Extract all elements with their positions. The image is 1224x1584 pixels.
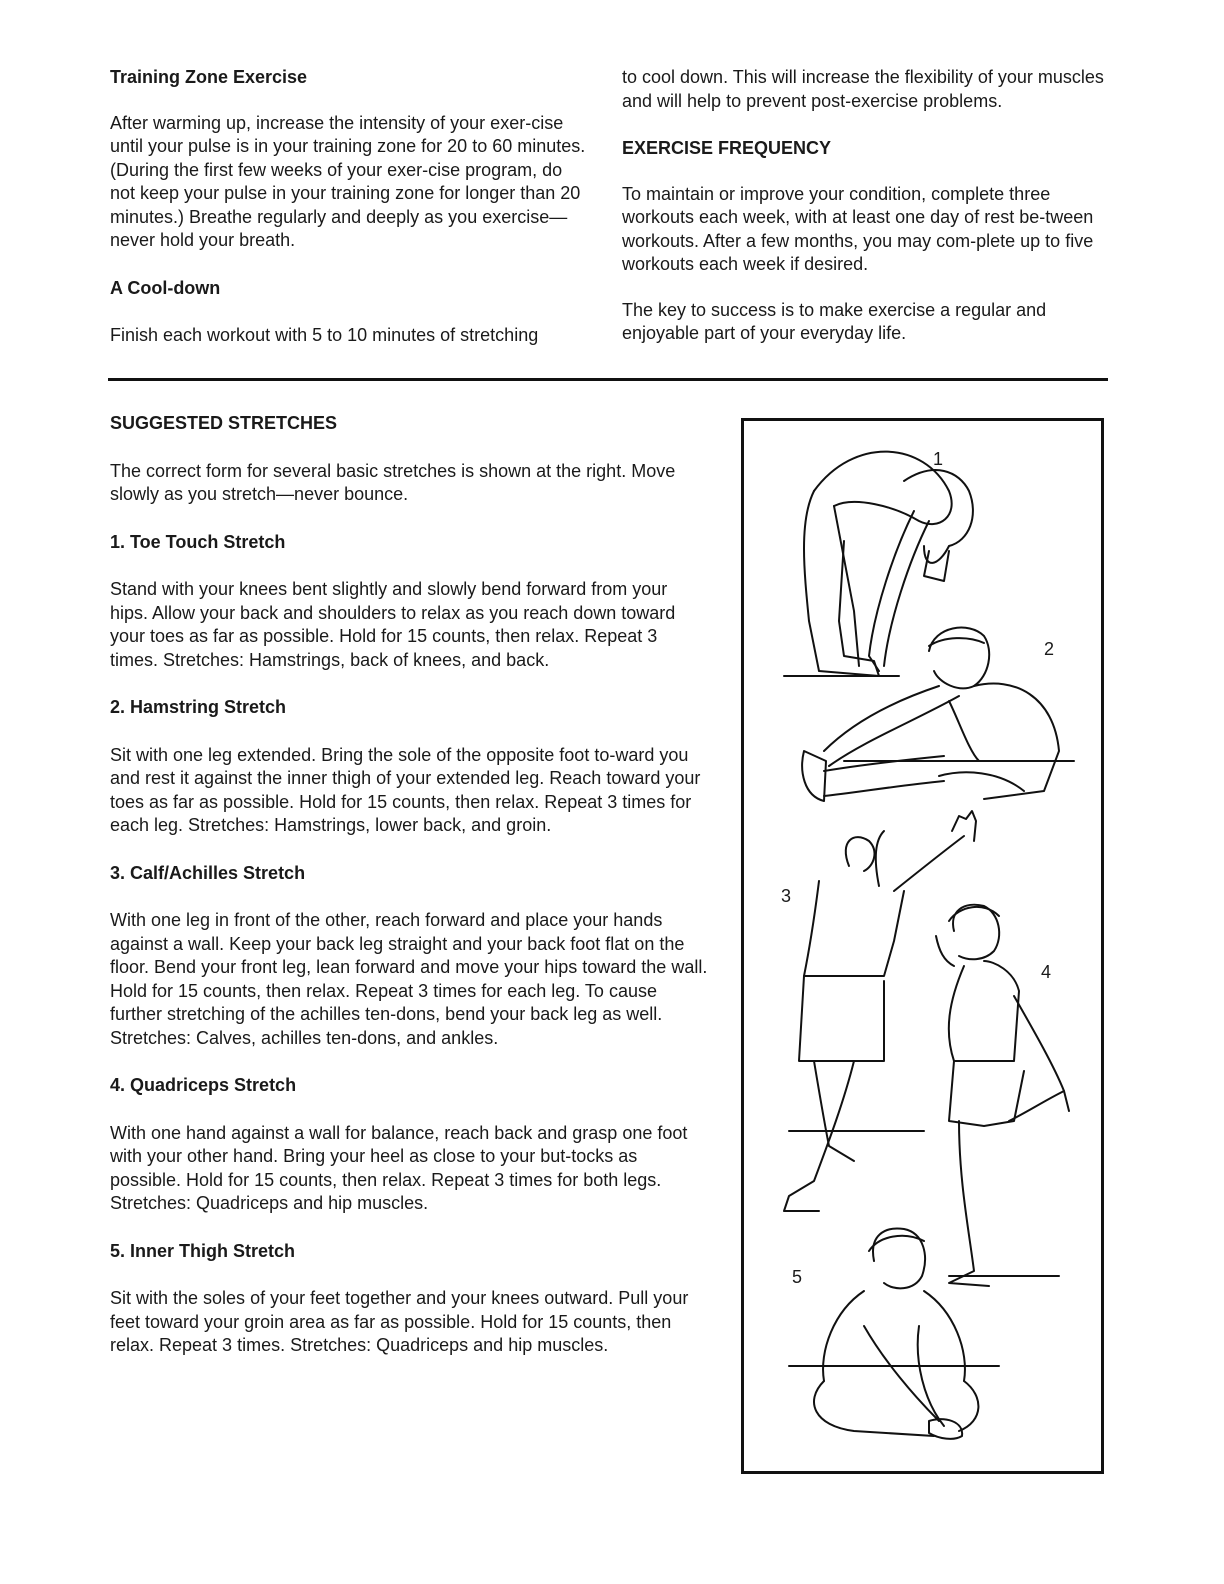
cool-down-text-continued: to cool down. This will increase the flexibility of your muscles and will help to prevent post-exercise problems. (622, 67, 1104, 111)
stretch-title: 1. Toe Touch Stretch (110, 531, 286, 552)
figure-label: 4 (1041, 962, 1052, 982)
exercise-frequency-key-text: The key to success is to make exercise a regular and enjoyable part of your everyday life. (622, 299, 1047, 343)
stretch-title: 3. Calf/Achilles Stretch (110, 862, 306, 883)
inner-thigh-stretch-figure (789, 1228, 999, 1438)
exercise-frequency-text: To maintain or improve your condition, complete three workouts each week, with at least one day of rest be-tween workouts. After a few months, you may com-plete up to five workouts each week if desired. (622, 183, 1094, 274)
figure-label: 3 (781, 886, 792, 906)
stretch-description: Sit with the soles of your feet together and your knees outward. Pull your feet toward your groin area as far as possible. Hold for 15 counts, then relax. Repeat 3 times. Stretches: Quadriceps and hip muscles. (110, 1288, 689, 1355)
stretch-description: With one hand against a wall for balance, reach back and grasp one foot with your other hand. Bring your heel as close to your but-tocks as possible. Hold for 15 counts, then relax. Repeat 3 times for both legs. Stretches: Quadriceps and hip muscles. (110, 1122, 688, 1213)
training-zone-heading: Training Zone Exercise (110, 67, 308, 87)
section-divider (108, 378, 1108, 381)
cool-down-heading: A Cool-down (110, 277, 221, 298)
toe-touch-figure (784, 452, 973, 676)
cool-down-text-start: Finish each workout with 5 to 10 minutes of stretching (110, 325, 539, 345)
stretch-title: 4. Quadriceps Stretch (110, 1075, 297, 1095)
stretches-intro: The correct form for several basic stretches is shown at the right. Move slowly as you stretch—never bounce. (110, 460, 676, 504)
calf-stretch-figure (784, 811, 976, 1211)
stretches-illustration-box (741, 418, 1104, 1474)
figure-label: 5 (792, 1267, 803, 1287)
stretch-title: 2. Hamstring Stretch (110, 697, 287, 717)
training-zone-text: After warming up, increase the intensity of your exer-cise until your pulse is in your training zone for 20 to 60 minutes. (During the first few weeks of your exer-cise program, do not keep your pulse in your training zone for longer than 20 minutes.) Breathe regularly and deeply as you exercise—never hold your breath. (110, 112, 586, 250)
suggested-stretches-heading: SUGGESTED STRETCHES (110, 413, 338, 433)
stretches-illustration (744, 421, 1104, 1474)
figure-label: 1 (933, 449, 944, 469)
stretch-description: Stand with your knees bent slightly and slowly bend forward from your hips. Allow your back and shoulders to relax as you reach down toward your toes as far as possible. Hold for 15 counts, then relax. Repeat 3 times. Stretches: Hamstrings, back of knees, and back. (110, 579, 676, 670)
exercise-frequency-heading: EXERCISE FREQUENCY (622, 138, 832, 158)
stretch-title: 5. Inner Thigh Stretch (110, 1240, 296, 1261)
figure-label: 2 (1044, 639, 1055, 659)
top-right-column (622, 66, 1112, 346)
stretches-column (110, 412, 710, 1358)
stretch-description: Sit with one leg extended. Bring the sole of the opposite foot to-ward you and rest it against the inner thigh of your extended leg. Reach toward your toes as far as possible. Hold for 15 counts, then relax. Repeat 3 times for each leg. Stretches: Hamstrings, lower back, and groin. (110, 744, 701, 835)
stretch-description: With one leg in front of the other, reach forward and place your hands against a wall. Keep your back leg straight and your back foot flat on the floor. Bend your front leg, lean forward and move your hips toward the wall. Hold for 15 counts, then relax. Repeat 3 times for each leg. To cause further stretching of the achilles ten-dons, bend your back leg as well. Stretches: Calves, achilles ten-dons, and ankles. (110, 910, 708, 1048)
top-left-column (110, 66, 590, 348)
